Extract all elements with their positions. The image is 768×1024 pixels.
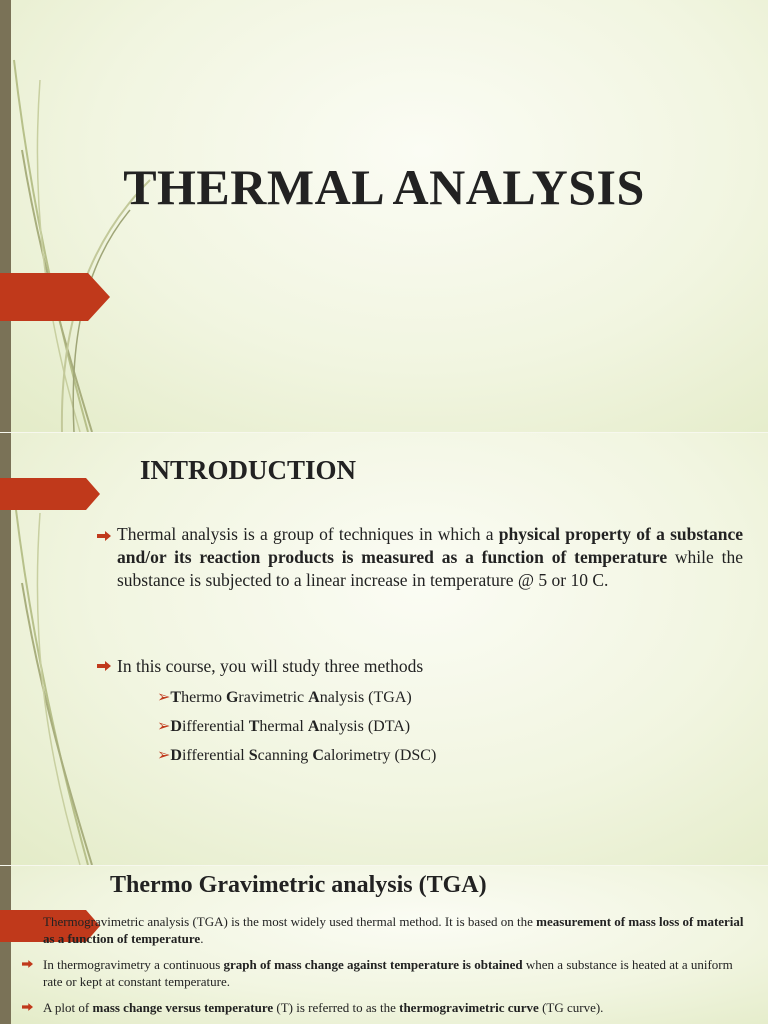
tga-paragraph-2	[43, 956, 753, 990]
text-run: ifferential	[181, 747, 249, 764]
red-tab	[0, 273, 110, 321]
text-run: A plot of	[43, 1000, 93, 1015]
bold-run: physical property of a substance and/or its reaction products is measured as a function of temperature	[117, 524, 744, 567]
text-run: hermal	[259, 718, 308, 735]
text-run: nalysis (DTA)	[319, 718, 411, 735]
slide-introduction	[0, 433, 768, 865]
slide-title	[0, 0, 768, 432]
intro-paragraph	[117, 523, 743, 592]
text-run: nalysis (TGA)	[319, 689, 412, 706]
text-run: .	[200, 931, 204, 946]
chevron-bullet-icon: ➢	[157, 689, 171, 706]
text-run: S	[248, 747, 258, 764]
arrow-bullet-icon	[22, 960, 33, 968]
bold-run: graph of mass change against temperature is obtained	[223, 957, 523, 972]
text-run: canning	[257, 747, 313, 764]
text-run: Thermal analysis is a group of techniques in which a	[117, 524, 499, 544]
text-run: when a substance is heated at a uniform rate or kept at constant temperature.	[43, 957, 733, 989]
text-run: T	[248, 718, 260, 735]
methods-intro: In this course, you will study three methods	[117, 656, 424, 676]
tga-paragraph-1	[43, 913, 753, 947]
method-item	[157, 687, 412, 707]
text-run: while the substance is subjected to a linear increase in temperature @ 5 or 10 C.	[117, 547, 744, 590]
page-title: THERMAL ANALYSIS	[123, 159, 645, 215]
text-run: ravimetric	[238, 689, 309, 706]
arrow-bullet-icon	[22, 1003, 33, 1011]
left-bar	[0, 866, 11, 1024]
text-run: alorimetry (DSC)	[323, 747, 437, 764]
method-item	[157, 745, 436, 765]
text-run: A	[307, 718, 320, 735]
text-run: D	[170, 718, 182, 735]
decorative-curves	[0, 0, 160, 432]
text-run: hermo	[181, 689, 226, 706]
text-run: (T) is referred to as the	[273, 1000, 400, 1015]
chevron-bullet-icon: ➢	[157, 718, 171, 735]
text-run: G	[225, 689, 239, 706]
slide-tga	[0, 866, 768, 1024]
tga-paragraph-3	[43, 999, 753, 1016]
text-run: A	[308, 689, 320, 706]
arrow-bullet-icon	[97, 531, 111, 541]
text-run: Thermogravimetric analysis (TGA) is the most widely used thermal method. It is based on the	[43, 914, 537, 929]
text-run: C	[312, 747, 324, 764]
bold-run: mass change versus temperature	[92, 1000, 274, 1015]
method-item	[157, 716, 410, 736]
arrow-bullet-icon	[97, 661, 111, 671]
section-heading: INTRODUCTION	[140, 455, 357, 485]
bold-run: thermogravimetric curve	[399, 1000, 539, 1015]
chevron-bullet-icon: ➢	[157, 747, 171, 764]
text-run: T	[170, 689, 182, 706]
text-run: D	[170, 747, 182, 764]
section-heading: Thermo Gravimetric analysis (TGA)	[110, 872, 487, 898]
text-run: In thermogravimetry a continuous	[43, 957, 224, 972]
text-run: ifferential	[181, 718, 249, 735]
bold-run: measurement of mass loss of material as a function of temperature	[43, 914, 744, 946]
red-tab	[0, 478, 100, 510]
text-run: (TG curve).	[538, 1000, 604, 1015]
